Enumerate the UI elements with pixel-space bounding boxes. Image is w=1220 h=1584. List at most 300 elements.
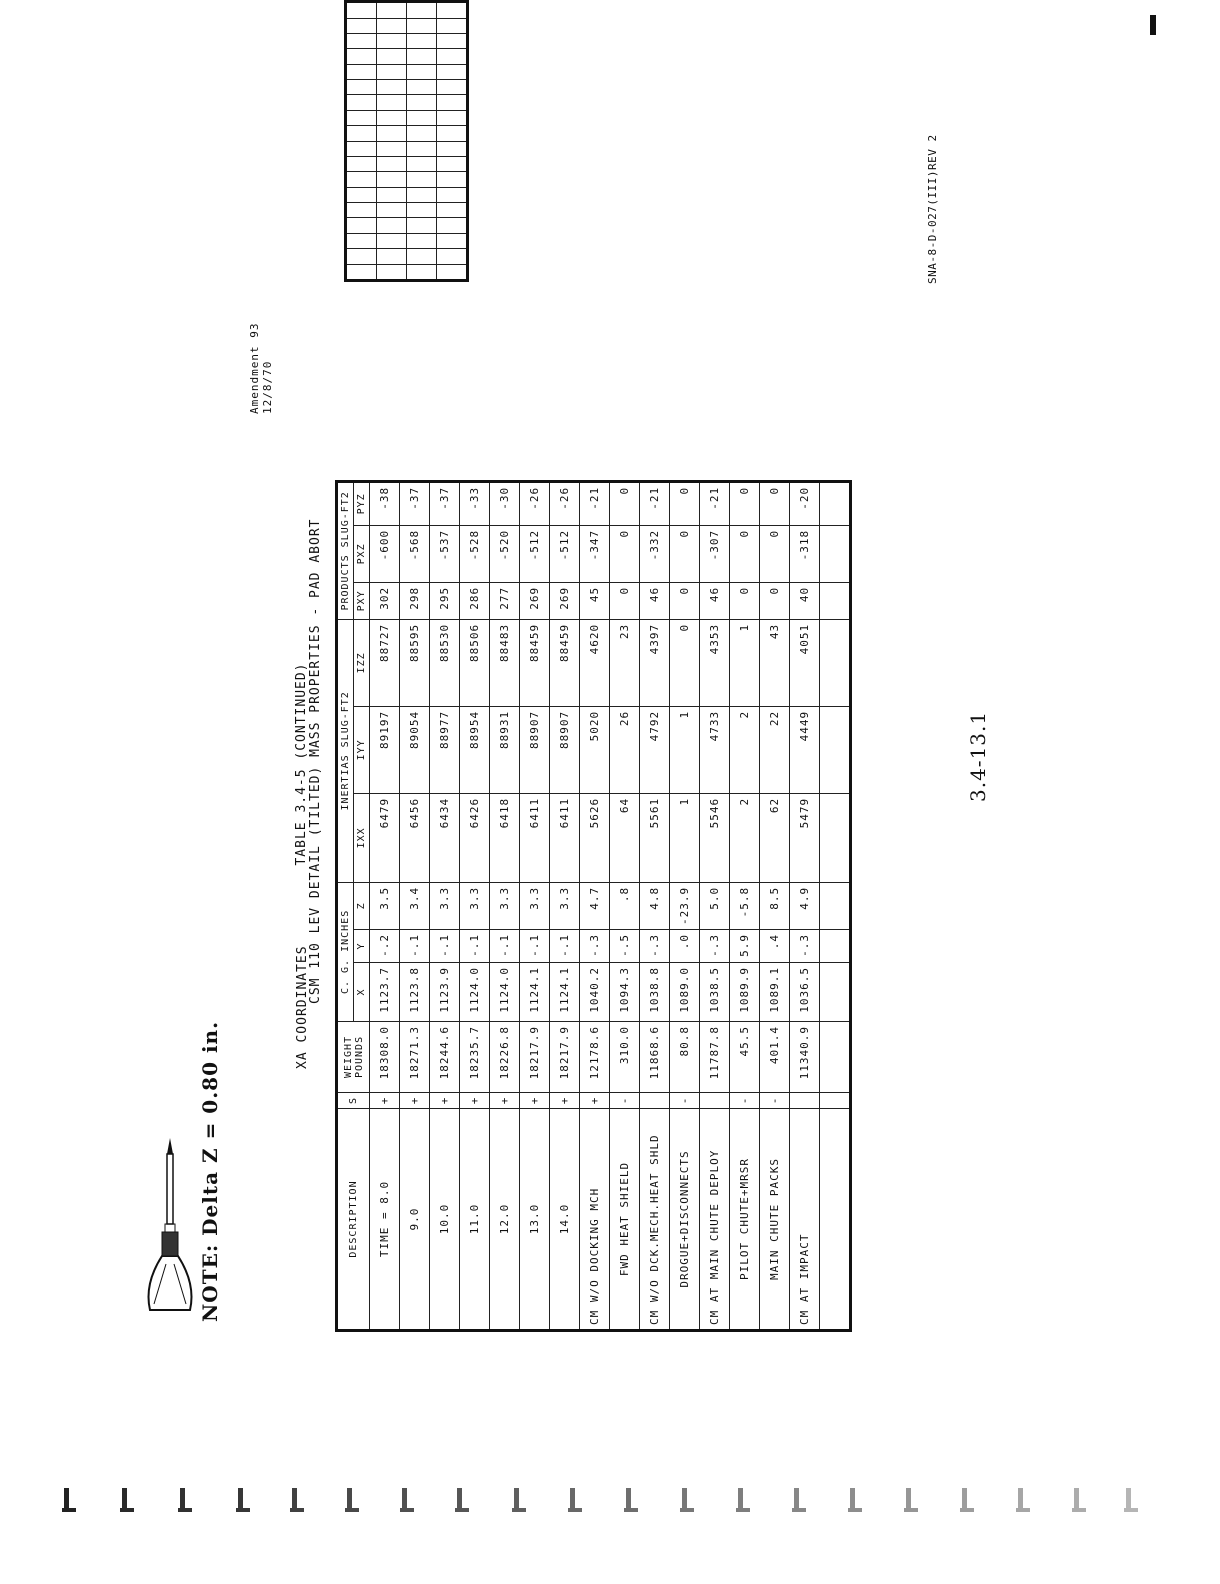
table-row	[790, 481, 820, 1330]
grid-cell	[377, 141, 407, 156]
cell-pxz: -600	[370, 525, 400, 582]
cell-ixx: 1	[670, 793, 700, 882]
amendment-label: Amendment 93	[248, 322, 261, 414]
cell-w: 18235.7	[460, 1021, 490, 1092]
amendment-date: 12/8/70	[261, 360, 274, 414]
cell-pyz: 0	[670, 481, 700, 525]
cell-pyz: -33	[460, 481, 490, 525]
cell-pxy: 269	[520, 582, 550, 619]
row-description: 13.0	[520, 1109, 550, 1331]
cell-s: +	[400, 1092, 430, 1108]
header-pxy: PXY	[354, 582, 370, 619]
cell-z: 3.4	[400, 882, 430, 929]
grid-cell	[407, 64, 437, 79]
corner-mark	[1150, 15, 1156, 35]
grid-cell	[377, 18, 407, 33]
grid-row	[407, 2, 437, 281]
binder-mark	[848, 1488, 862, 1512]
grid-cell	[407, 157, 437, 172]
cell-s: +	[430, 1092, 460, 1108]
cell-pxz: -520	[490, 525, 520, 582]
row-description: 10.0	[430, 1109, 460, 1331]
table-title-line2: CSM 110 LEV DETAIL (TILTED) MASS PROPERTIES - PAD ABORT	[308, 518, 323, 1004]
header-izz: IZZ	[354, 619, 370, 706]
row-description: CM W/O DOCKING MCH	[580, 1109, 610, 1331]
grid-cell	[437, 249, 468, 264]
cell-izz: 88459	[550, 619, 580, 706]
grid-cell	[437, 172, 468, 187]
cell-pxz: -307	[700, 525, 730, 582]
binder-mark	[62, 1488, 76, 1512]
cell-x: 1089.0	[670, 962, 700, 1021]
table-row	[430, 481, 460, 1330]
cell-s	[700, 1092, 730, 1108]
cell-y: .0	[670, 929, 700, 962]
cell-z: -23.9	[670, 882, 700, 929]
grid-cell	[407, 187, 437, 202]
cell-x: 1094.3	[610, 962, 640, 1021]
cell-s: +	[520, 1092, 550, 1108]
cell-y: -.1	[460, 929, 490, 962]
cell-s: +	[370, 1092, 400, 1108]
grid-cell	[377, 49, 407, 64]
cell-s: -	[670, 1092, 700, 1108]
table-row	[610, 481, 640, 1330]
binder-mark	[1072, 1488, 1086, 1512]
cell-z: 4.9	[790, 882, 820, 929]
grid-cell	[407, 126, 437, 141]
cell-w: 11340.9	[790, 1021, 820, 1092]
table-row	[670, 481, 700, 1330]
cell-pxz: 0	[760, 525, 790, 582]
cell-w: 18308.0	[370, 1021, 400, 1092]
grid-row	[377, 2, 407, 281]
cell-ixx: 6434	[430, 793, 460, 882]
document-id: SNA-8-D-027(III)REV 2	[926, 134, 939, 284]
cell-pxy: 295	[430, 582, 460, 619]
cell-ixx: 6426	[460, 793, 490, 882]
grid-cell	[407, 233, 437, 248]
grid-cell	[407, 172, 437, 187]
grid-cell	[346, 34, 377, 49]
table-row	[730, 481, 760, 1330]
cell-izz: 88727	[370, 619, 400, 706]
table-row	[370, 481, 400, 1330]
grid-cell	[437, 157, 468, 172]
cell-s: +	[550, 1092, 580, 1108]
cell-pxy: 46	[700, 582, 730, 619]
cell-ixx: 5546	[700, 793, 730, 882]
grid-cell	[346, 249, 377, 264]
grid-cell	[377, 172, 407, 187]
cell-x: 1123.7	[370, 962, 400, 1021]
cell-w: 12178.6	[580, 1021, 610, 1092]
table-row	[580, 481, 610, 1330]
blank-cell	[820, 962, 851, 1021]
cell-x: 1089.1	[760, 962, 790, 1021]
cell-pyz: 0	[610, 481, 640, 525]
cell-y: -.3	[700, 929, 730, 962]
cell-x: 1123.8	[400, 962, 430, 1021]
cell-pxz: -332	[640, 525, 670, 582]
grid-cell	[346, 110, 377, 125]
binder-mark	[400, 1488, 414, 1512]
header-sign: S	[337, 1092, 370, 1108]
cell-w: 18217.9	[520, 1021, 550, 1092]
grid-cell	[346, 49, 377, 64]
cell-y: -.2	[370, 929, 400, 962]
cell-pxy: 0	[730, 582, 760, 619]
binder-mark	[455, 1488, 469, 1512]
binder-mark	[680, 1488, 694, 1512]
binder-mark	[1016, 1488, 1030, 1512]
table-row	[490, 481, 520, 1330]
binder-mark	[345, 1488, 359, 1512]
table-row	[700, 481, 730, 1330]
grid-cell	[437, 203, 468, 218]
grid-cell	[407, 249, 437, 264]
cell-w: 18271.3	[400, 1021, 430, 1092]
cell-y: -.1	[550, 929, 580, 962]
grid-cell	[377, 80, 407, 95]
cell-ixx: 62	[760, 793, 790, 882]
cell-izz: 88595	[400, 619, 430, 706]
cell-w: 11787.8	[700, 1021, 730, 1092]
cell-pyz: 0	[730, 481, 760, 525]
cell-pyz: -21	[700, 481, 730, 525]
header-inertias-group: INERTIAS SLUG-FT2	[337, 619, 354, 882]
row-description: MAIN CHUTE PACKS	[760, 1109, 790, 1331]
cell-s: -	[760, 1092, 790, 1108]
grid-cell	[377, 249, 407, 264]
grid-cell	[377, 157, 407, 172]
blank-cell	[820, 793, 851, 882]
cell-iyy: 4733	[700, 706, 730, 793]
grid-cell	[437, 95, 468, 110]
cell-izz: 4353	[700, 619, 730, 706]
cell-s: -	[610, 1092, 640, 1108]
cell-pxz: -512	[550, 525, 580, 582]
grid-cell	[346, 126, 377, 141]
blank-cell	[820, 1109, 851, 1331]
grid-cell	[407, 218, 437, 233]
cell-pxz: -347	[580, 525, 610, 582]
blank-cell	[820, 1092, 851, 1108]
cell-ixx: 5626	[580, 793, 610, 882]
binder-mark	[512, 1488, 526, 1512]
table-row	[550, 481, 580, 1330]
cell-ixx: 6418	[490, 793, 520, 882]
row-description: 11.0	[460, 1109, 490, 1331]
binder-mark	[624, 1488, 638, 1512]
cell-s: +	[460, 1092, 490, 1108]
grid-cell	[377, 187, 407, 202]
cell-iyy: 88977	[430, 706, 460, 793]
cell-w: 401.4	[760, 1021, 790, 1092]
grid-cell	[346, 233, 377, 248]
cell-z: 3.3	[460, 882, 490, 929]
cell-iyy: 89054	[400, 706, 430, 793]
grid-cell	[346, 157, 377, 172]
cell-iyy: 5020	[580, 706, 610, 793]
cell-izz: 88483	[490, 619, 520, 706]
cell-pyz: -26	[550, 481, 580, 525]
cell-z: 5.0	[700, 882, 730, 929]
header-iyy: IYY	[354, 706, 370, 793]
blank-cell	[820, 481, 851, 525]
cell-iyy: 89197	[370, 706, 400, 793]
grid-cell	[437, 141, 468, 156]
cell-pxy: 302	[370, 582, 400, 619]
amendment-block	[248, 323, 274, 414]
grid-cell	[346, 187, 377, 202]
header-weight: WEIGHT POUNDS	[337, 1021, 370, 1092]
coordinates-label: XA COORDINATES	[295, 945, 310, 1069]
cell-y: -.3	[640, 929, 670, 962]
binder-mark	[290, 1488, 304, 1512]
blank-cell	[820, 706, 851, 793]
table-body	[370, 481, 851, 1330]
binder-mark	[792, 1488, 806, 1512]
grid-cell	[437, 110, 468, 125]
grid-row	[437, 2, 468, 281]
page-number: 3.4-13.1	[966, 710, 990, 802]
cell-pxy: 277	[490, 582, 520, 619]
spacecraft-icon	[140, 1134, 200, 1314]
header-products-group: PRODUCTS SLUG-FT2	[337, 481, 354, 619]
cell-w: 18217.9	[550, 1021, 580, 1092]
grid-cell	[377, 2, 407, 19]
cell-s	[790, 1092, 820, 1108]
table-row-blank	[820, 481, 851, 1330]
cell-pyz: -37	[430, 481, 460, 525]
grid-cell	[407, 110, 437, 125]
cell-x: 1040.2	[580, 962, 610, 1021]
grid-cell	[437, 34, 468, 49]
cell-x: 1124.0	[490, 962, 520, 1021]
table-title	[294, 518, 323, 1004]
grid-cell	[437, 187, 468, 202]
cell-pxz: 0	[610, 525, 640, 582]
cell-z: 3.3	[490, 882, 520, 929]
cell-z: 4.8	[640, 882, 670, 929]
cell-pyz: -37	[400, 481, 430, 525]
header-cg-group: C. G. INCHES	[337, 882, 354, 1021]
cell-s	[640, 1092, 670, 1108]
grid-cell	[437, 49, 468, 64]
cell-izz: 88506	[460, 619, 490, 706]
cell-pxz: -512	[520, 525, 550, 582]
cell-pxy: 298	[400, 582, 430, 619]
cell-iyy: 2	[730, 706, 760, 793]
cell-z: .8	[610, 882, 640, 929]
cell-izz: 4620	[580, 619, 610, 706]
grid-cell	[407, 203, 437, 218]
cell-ixx: 6456	[400, 793, 430, 882]
cell-w: 11868.6	[640, 1021, 670, 1092]
cell-w: 18244.6	[430, 1021, 460, 1092]
header-pxz: PXZ	[354, 525, 370, 582]
cell-s: +	[580, 1092, 610, 1108]
grid-cell	[377, 95, 407, 110]
cell-pxz: -537	[430, 525, 460, 582]
cell-iyy: 1	[670, 706, 700, 793]
cell-ixx: 5479	[790, 793, 820, 882]
grid-cell	[437, 126, 468, 141]
row-description: 14.0	[550, 1109, 580, 1331]
cell-izz: 4397	[640, 619, 670, 706]
cell-pyz: -26	[520, 481, 550, 525]
grid-cell	[346, 264, 377, 280]
header-pyz: PYZ	[354, 481, 370, 525]
cell-izz: 4051	[790, 619, 820, 706]
row-description: DROGUE+DISCONNECTS	[670, 1109, 700, 1331]
cell-x: 1038.8	[640, 962, 670, 1021]
cell-ixx: 6411	[520, 793, 550, 882]
grid-cell	[407, 49, 437, 64]
row-description: TIME = 8.0	[370, 1109, 400, 1331]
table-row	[400, 481, 430, 1330]
cell-iyy: 26	[610, 706, 640, 793]
table-title-line1: TABLE 3.4-5 (CONTINUED)	[294, 662, 309, 866]
cell-iyy: 4449	[790, 706, 820, 793]
row-description: 9.0	[400, 1109, 430, 1331]
grid-cell	[346, 141, 377, 156]
binder-mark	[1124, 1488, 1138, 1512]
cell-pxy: 0	[670, 582, 700, 619]
empty-grid-table	[344, 0, 469, 282]
cell-iyy: 88954	[460, 706, 490, 793]
cell-z: 4.7	[580, 882, 610, 929]
binder-mark	[736, 1488, 750, 1512]
cell-x: 1038.5	[700, 962, 730, 1021]
table-row	[760, 481, 790, 1330]
header-x: X	[354, 962, 370, 1021]
row-description: 12.0	[490, 1109, 520, 1331]
row-description: PILOT CHUTE+MRSR	[730, 1109, 760, 1331]
cell-pxy: 45	[580, 582, 610, 619]
grid-cell	[346, 172, 377, 187]
cell-x: 1089.9	[730, 962, 760, 1021]
cell-x: 1124.0	[460, 962, 490, 1021]
row-description: CM AT MAIN CHUTE DEPLOY	[700, 1109, 730, 1331]
cell-y: .4	[760, 929, 790, 962]
blank-cell	[820, 619, 851, 706]
cell-izz: 1	[730, 619, 760, 706]
cell-y: -.1	[400, 929, 430, 962]
cell-iyy: 88907	[520, 706, 550, 793]
binder-mark	[904, 1488, 918, 1512]
grid-cell	[346, 95, 377, 110]
grid-cell	[346, 218, 377, 233]
grid-cell	[437, 2, 468, 19]
cell-y: -.1	[520, 929, 550, 962]
grid-cell	[377, 64, 407, 79]
cell-x: 1036.5	[790, 962, 820, 1021]
cell-x: 1124.1	[550, 962, 580, 1021]
cell-ixx: 2	[730, 793, 760, 882]
grid-row	[346, 2, 377, 281]
cell-izz: 0	[670, 619, 700, 706]
cell-ixx: 6411	[550, 793, 580, 882]
grid-cell	[346, 18, 377, 33]
grid-cell	[377, 233, 407, 248]
grid-cell	[377, 218, 407, 233]
table-row	[460, 481, 490, 1330]
grid-cell	[437, 64, 468, 79]
cell-pxy: 40	[790, 582, 820, 619]
cell-w: 80.8	[670, 1021, 700, 1092]
cell-w: 310.0	[610, 1021, 640, 1092]
blank-cell	[820, 882, 851, 929]
cell-z: 8.5	[760, 882, 790, 929]
cell-pyz: -21	[640, 481, 670, 525]
cell-pxy: 0	[610, 582, 640, 619]
blank-cell	[820, 1021, 851, 1092]
cell-iyy: 4792	[640, 706, 670, 793]
table-row	[640, 481, 670, 1330]
cell-y: -.3	[580, 929, 610, 962]
cell-iyy: 88907	[550, 706, 580, 793]
cell-x: 1123.9	[430, 962, 460, 1021]
grid-cell	[437, 218, 468, 233]
cell-z: 3.5	[370, 882, 400, 929]
binder-mark	[568, 1488, 582, 1512]
header-y: Y	[354, 929, 370, 962]
cell-z: 3.3	[520, 882, 550, 929]
cell-pxz: 0	[670, 525, 700, 582]
cell-y: -.1	[430, 929, 460, 962]
cell-pxz: -528	[460, 525, 490, 582]
grid-cell	[407, 141, 437, 156]
grid-cell	[407, 95, 437, 110]
cell-pyz: -21	[580, 481, 610, 525]
cell-izz: 88459	[520, 619, 550, 706]
grid-cell	[346, 203, 377, 218]
cell-pxz: -318	[790, 525, 820, 582]
blank-cell	[820, 582, 851, 619]
cell-pyz: -30	[490, 481, 520, 525]
cell-z: -5.8	[730, 882, 760, 929]
grid-cell	[377, 126, 407, 141]
cell-izz: 88530	[430, 619, 460, 706]
grid-cell	[407, 2, 437, 19]
blank-cell	[820, 929, 851, 962]
cell-s: -	[730, 1092, 760, 1108]
cell-pxy: 286	[460, 582, 490, 619]
blank-cell	[820, 525, 851, 582]
cell-ixx: 5561	[640, 793, 670, 882]
cell-iyy: 22	[760, 706, 790, 793]
grid-cell	[437, 233, 468, 248]
grid-cell	[346, 2, 377, 19]
cell-y: -.1	[490, 929, 520, 962]
cell-ixx: 6479	[370, 793, 400, 882]
row-description: CM W/O DCK.MECH.HEAT SHLD	[640, 1109, 670, 1331]
header-z: Z	[354, 882, 370, 929]
cell-y: -.3	[790, 929, 820, 962]
table-row	[520, 481, 550, 1330]
cell-izz: 43	[760, 619, 790, 706]
cell-ixx: 64	[610, 793, 640, 882]
cell-pxy: 0	[760, 582, 790, 619]
binder-mark	[960, 1488, 974, 1512]
row-description: CM AT IMPACT	[790, 1109, 820, 1331]
cell-pxy: 46	[640, 582, 670, 619]
note-delta-z: NOTE: Delta Z = 0.80 in.	[198, 1020, 222, 1322]
header-ixx: IXX	[354, 793, 370, 882]
binder-mark	[178, 1488, 192, 1512]
